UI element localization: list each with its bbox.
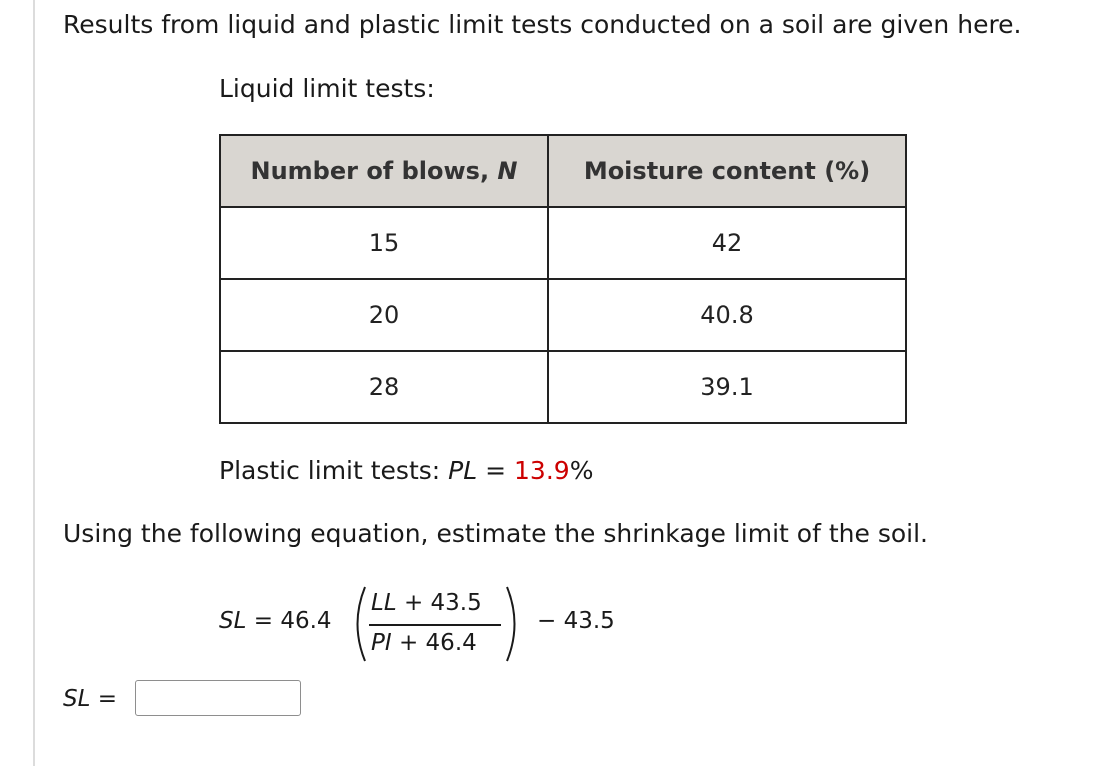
answer-equals: = [97,686,118,712]
equation-denominator [371,626,477,660]
plastic-limit-label: Plastic limit tests: [219,456,449,485]
liquid-limit-heading: Liquid limit tests: [219,74,435,103]
plastic-limit-equals: = [477,456,515,485]
cell-moisture: 39.1 [548,351,906,423]
header-blows [220,135,548,207]
header-blows-label: Number of blows, [250,157,498,185]
header-blows-var: N [497,157,518,185]
cell-blows: 20 [220,279,548,351]
table-row [220,207,906,279]
table-row [220,351,906,423]
shrinkage-limit-answer-input[interactable] [135,680,301,716]
denominator-var: PI [371,630,392,656]
plastic-limit-line [219,454,593,488]
answer-label [63,682,117,716]
equation-lhs [219,604,332,638]
equation-tail: − 43.5 [537,608,615,634]
numerator-var: LL [371,590,397,616]
right-paren-icon [503,584,525,664]
table-header-row [220,135,906,207]
denominator-rest: + 46.4 [391,630,477,656]
instruction-text: Using the following equation, estimate the shrinkage limit of the soil. [63,519,928,548]
plastic-limit-unit: % [569,456,594,485]
liquid-limit-table [219,134,907,424]
plastic-limit-value: 13.9 [514,456,570,485]
problem-intro: Results from liquid and plastic limit tests conducted on a soil are given here. [63,10,1022,39]
plastic-limit-var: PL [448,456,478,485]
answer-var: SL [63,686,91,712]
cell-moisture: 40.8 [548,279,906,351]
table-row [220,279,906,351]
header-moisture: Moisture content (%) [548,135,906,207]
cell-blows: 28 [220,351,548,423]
equation-coefficient: 46.4 [280,608,332,634]
cell-moisture: 42 [548,207,906,279]
numerator-rest: + 43.5 [396,590,482,616]
equation-equals: = [246,608,281,634]
left-margin-rule [33,0,35,766]
equation-numerator [371,586,482,620]
equation-lhs-var: SL [219,608,247,634]
left-paren-icon [347,584,369,664]
cell-blows: 15 [220,207,548,279]
